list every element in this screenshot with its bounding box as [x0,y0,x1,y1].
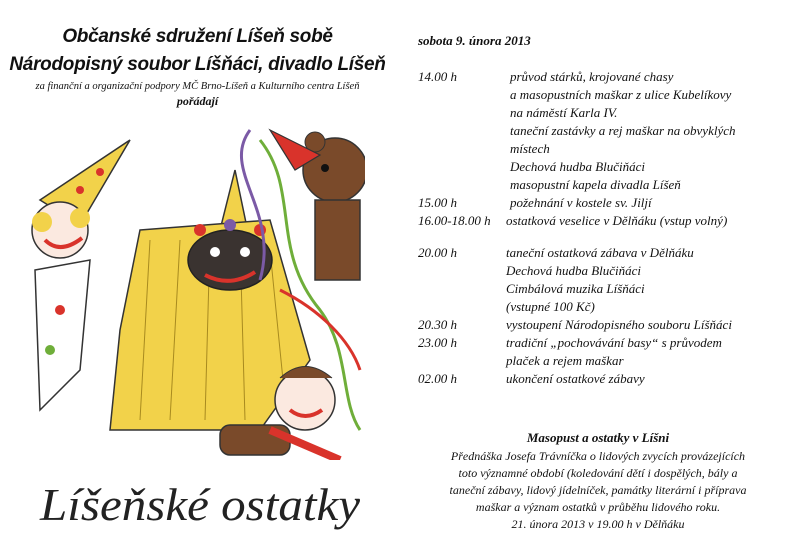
program-row [418,68,778,86]
program-time: 02.00 h [418,371,457,386]
program-text: místech [510,141,550,156]
program-row [418,122,778,140]
program-row [418,262,778,280]
program-row [418,176,778,194]
program-text: (vstupné 100 Kč) [506,299,595,314]
program-row [418,334,778,352]
lisenske-ostatky-logo [35,470,365,540]
program-text: taneční zastávky a rej maškar na obvyklých [510,123,736,138]
program-text: a masopustních maškar z ulice Kubelíkovy [510,87,732,102]
program-text: průvod stárků, krojované chasy [510,69,674,84]
program-text: ukončení ostatkové zábavy [506,371,645,386]
program-text: Dechová hudba Blučiňáci [506,263,642,278]
program-time: 16.00-18.00 h [418,213,491,228]
program-row [418,86,778,104]
lecture-line: toto významné období (koledování dětí i dospělých, bály a [458,466,738,480]
organizer-line: Občanské sdružení Líšeň sobě [62,26,333,47]
program-row [418,140,778,158]
program-text: tradiční „pochovávání basy“ s průvodem [506,335,722,350]
ensemble-line: Národopisný soubor Líšňáci, divadlo Líšeň [9,54,386,75]
program-row [418,158,778,176]
lecture-title: Masopust a ostatky v Líšni [526,430,670,445]
program-time: 20.30 h [418,317,457,332]
program-row [418,280,778,298]
program-row [418,104,778,122]
program-row [418,244,778,262]
program-time: 20.00 h [418,245,457,260]
program-row [418,316,778,334]
program-panel [418,0,778,555]
program-row [418,212,778,230]
program-text: Dechová hudba Blučiňáci [510,159,646,174]
lecture-line: Přednáška Josefa Trávníčka o lidových zvycích provázejících [450,449,746,463]
program-text: Cimbálová muzika Líšňáci [506,281,645,296]
program-row [418,194,778,212]
program-text: masopustní kapela divadla Líšeň [510,177,681,192]
program-text: na náměstí Karla IV. [510,105,618,120]
support-line: za finanční a organizační podpory MČ Brno-Líšeň a Kulturního centra Líšeň [35,81,360,92]
program-time: 23.00 h [418,335,457,350]
program-time: 14.00 h [418,69,457,84]
program-row [418,352,778,370]
svg-text:Líšeňské ostatky: Líšeňské ostatky [38,479,361,530]
program-text: ostatková veselice v Dělňáku (vstup volný) [506,213,728,228]
lecture-line: maškar a význam ostatků v průběhu lidového roku. [475,500,721,514]
program-text: taneční ostatková zábava v Dělňáku [506,245,694,260]
carnival-illustration [20,110,365,460]
program-text: požehnání v kostele sv. Jiljí [510,195,652,210]
lecture-line: taneční zábavy, lidový jídelníček, památky literární i příprava [449,483,747,497]
program-text: vystoupení Národopisného souboru Líšňáci [506,317,732,332]
program-text: plaček a rejem maškar [506,353,624,368]
program-row [418,298,778,316]
event-date: sobota 9. února 2013 [418,33,531,48]
organize-verb: pořádají [176,94,219,108]
lecture-date: 21. února 2013 v 19.00 h v Dělňáku [511,517,685,531]
program-row [418,370,778,388]
program-time: 15.00 h [418,195,457,210]
